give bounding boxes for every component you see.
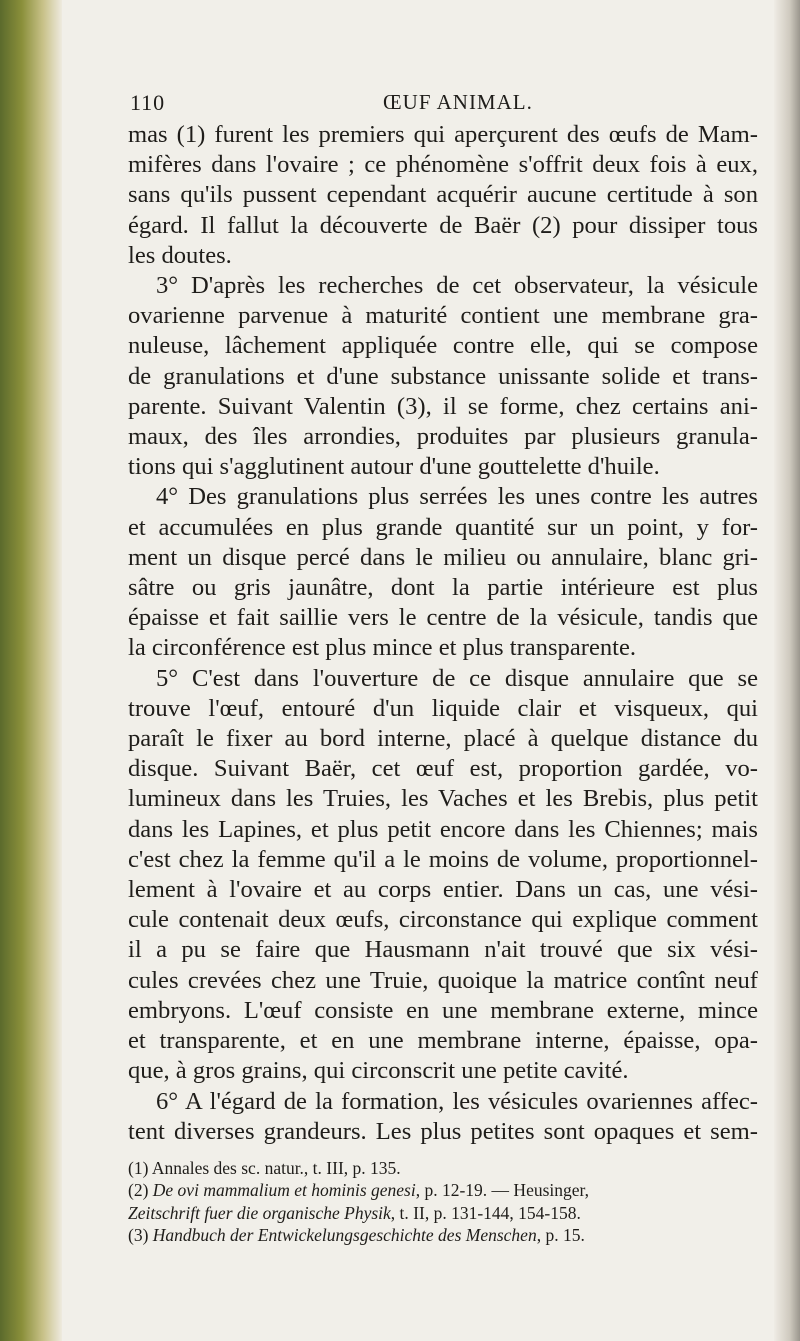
- text-line: tent diverses grandeurs. Les plus petites sont opaques et sem-: [128, 1117, 758, 1145]
- text-line: cules crevées chez une Truie, quoique la matrice contînt neuf: [128, 966, 758, 994]
- text-line: parente. Suivant Valentin (3), il se forme, chez certains ani-: [128, 392, 758, 420]
- text-line: 6° A l'égard de la formation, les vésicules ovariennes affec-: [156, 1087, 758, 1115]
- footnote-title: Handbuch der Entwickelungsgeschichte des Menschen: [152, 1225, 537, 1246]
- footnotes: [128, 1157, 758, 1247]
- running-head: [128, 90, 758, 120]
- text-line: cule contenait deux œufs, circonstance qui explique comment: [128, 906, 758, 934]
- scan-page-edge-right: [774, 0, 800, 1341]
- running-title: ŒUF ANIMAL.: [383, 90, 533, 114]
- text-line: disque. Suivant Baër, cet œuf est, proportion gardée, vo-: [128, 755, 758, 783]
- scan-binding-edge-left: [0, 0, 62, 1341]
- text-line: lement à l'ovaire et au corps entier. Dans un cas, une vési-: [128, 876, 758, 904]
- text-line: et accumulées en plus grande quantité sur un point, y for-: [128, 513, 758, 541]
- text-line: de granulations et d'une substance unissante solide et trans-: [128, 362, 758, 390]
- footnote-line: (3) Handbuch der Entwickelungsgeschichte des Menschen, p. 15.: [128, 1225, 585, 1246]
- page-number: 110: [130, 90, 166, 115]
- text-line: il a pu se faire que Hausmann n'ait trouvé que six vési-: [128, 936, 758, 964]
- body-text: [128, 120, 758, 1147]
- footnote-line: (1) Annales des sc. natur., t. III, p. 135.: [128, 1157, 401, 1178]
- text-line: c'est chez la femme qu'il a le moins de volume, proportionnel-: [128, 845, 758, 873]
- text-line: paraît le fixer au bord interne, placé à quelque distance du: [128, 725, 758, 753]
- footnote-title: Zeitschrift fuer die organische Physik: [128, 1202, 391, 1223]
- text-line: dans les Lapines, et plus petit encore dans les Chiennes; mais: [128, 815, 758, 843]
- text-line: mifères dans l'ovaire ; ce phénomène s'offrit deux fois à eux,: [128, 151, 758, 179]
- text-line: 3° D'après les recherches de cet observateur, la vésicule: [156, 272, 758, 300]
- text-line: sans qu'ils pussent cependant acquérir aucune certitude à son: [128, 181, 758, 209]
- text-line: les doutes.: [128, 241, 232, 269]
- text-line: 5° C'est dans l'ouverture de ce disque annulaire que se: [156, 664, 758, 692]
- footnote-line: (2) De ovi mammalium et hominis genesi, p. 12-19. — Heusinger,: [128, 1180, 590, 1201]
- text-line: et transparente, et en une membrane interne, épaisse, opa-: [128, 1027, 758, 1055]
- text-line: 4° Des granulations plus serrées les unes contre les autres: [156, 483, 758, 511]
- text-line: maux, des îles arrondies, produites par plusieurs granula-: [128, 423, 758, 451]
- text-line: ovarienne parvenue à maturité contient une membrane gra-: [128, 302, 758, 330]
- text-line: ment un disque percé dans le milieu ou annulaire, blanc gri-: [128, 543, 758, 571]
- text-line: nuleuse, lâchement appliquée contre elle, qui se compose: [128, 332, 758, 360]
- book-page: [128, 90, 758, 1247]
- text-line: la circonférence est plus mince et plus transparente.: [128, 634, 637, 662]
- text-line: épaisse et fait saillie vers le centre de la vésicule, tandis que: [128, 604, 758, 632]
- text-line: embryons. L'œuf consiste en une membrane externe, mince: [128, 996, 758, 1024]
- footnote-title: De ovi mammalium et hominis genesi: [152, 1180, 416, 1201]
- text-line: sâtre ou gris jaunâtre, dont la partie intérieure est plus: [128, 574, 758, 602]
- text-line: lumineux dans les Truies, les Vaches et les Brebis, plus petit: [128, 785, 758, 813]
- text-line: que, à gros grains, qui circonscrit une petite cavité.: [128, 1057, 629, 1085]
- text-line: mas (1) furent les premiers qui aperçurent des œufs de Mam-: [128, 121, 758, 148]
- text-line: égard. Il fallut la découverte de Baër (2) pour dissiper tous: [128, 211, 758, 239]
- text-line: trouve l'œuf, entouré d'un liquide clair et visqueux, qui: [128, 694, 758, 722]
- text-line: tions qui s'agglutinent autour d'une gouttelette d'huile.: [128, 453, 660, 481]
- footnote-line: Zeitschrift fuer die organische Physik, t. II, p. 131-144, 154-158.: [128, 1202, 581, 1223]
